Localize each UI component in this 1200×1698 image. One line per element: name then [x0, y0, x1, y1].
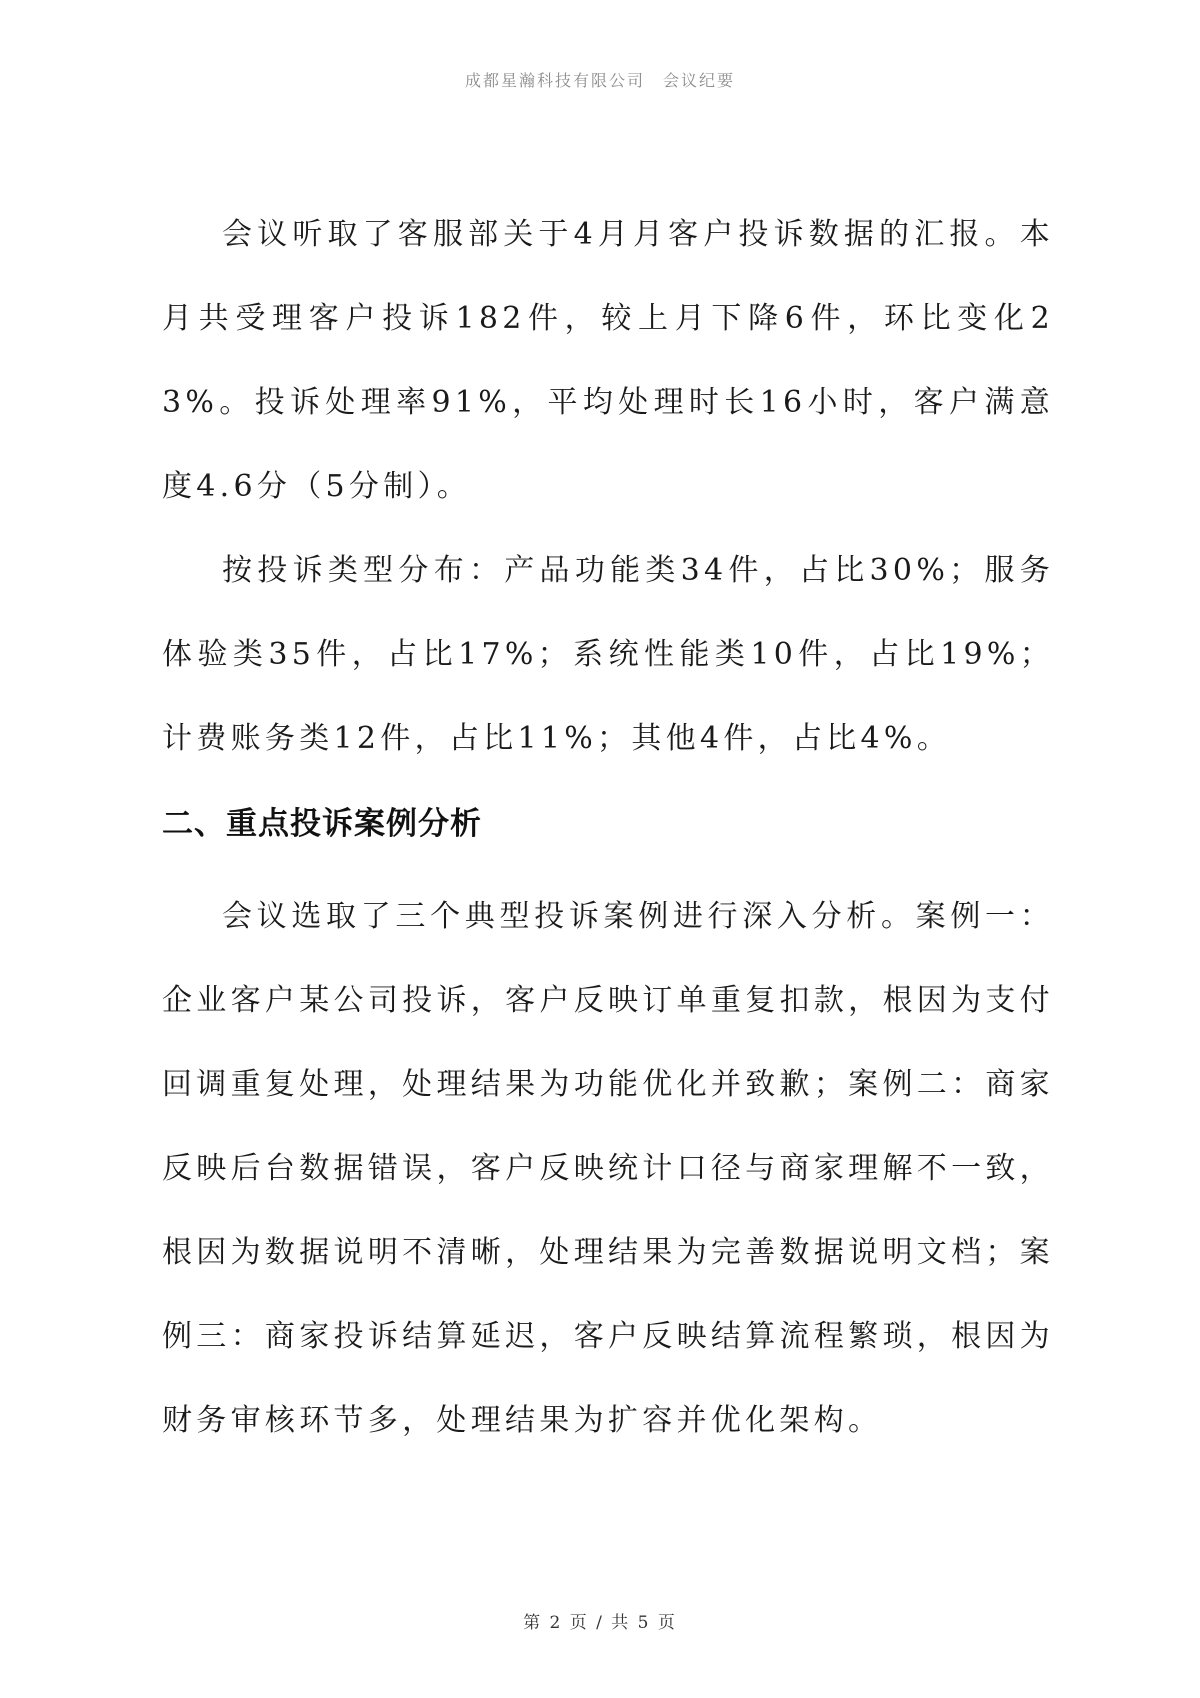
- document-body: [162, 193, 1054, 1463]
- paragraph-case-analysis: 会议选取了三个典型投诉案例进行深入分析。案例一：企业客户某公司投诉，客户反映订单重复扣款，根因为支付回调重复处理，处理结果为功能优化并致歉；案例二：商家反映后台数据错误，客户反映统计口径与商家理解不一致，根因为数据说明不清晰，处理结果为完善数据说明文档；案例三：商家投诉结算延迟，客户反映结算流程繁琐，根因为财务审核环节多，处理结果为扩容并优化架构。: [162, 899, 1054, 1438]
- paragraph-complaint-types: 按投诉类型分布：产品功能类34件，占比30%；服务体验类35件，占比17%；系统性能类10件，占比19%；计费账务类12件，占比11%；其他4件，占比4%。: [162, 553, 1054, 756]
- page-footer: 第 2 页 / 共 5 页: [523, 1613, 677, 1633]
- header-company: 成都星瀚科技有限公司: [464, 71, 645, 90]
- section-heading: 二、重点投诉案例分析: [162, 806, 482, 842]
- header-doc-type: 会议纪要: [663, 71, 736, 90]
- page-header: [0, 68, 1200, 91]
- paragraph-complaint-summary: 会议听取了客服部关于4月月客户投诉数据的汇报。本月共受理客户投诉182件，较上月下降6件，环比变化23%。投诉处理率91%，平均处理时长16小时，客户满意度4.6分（5分制）。: [162, 217, 1054, 504]
